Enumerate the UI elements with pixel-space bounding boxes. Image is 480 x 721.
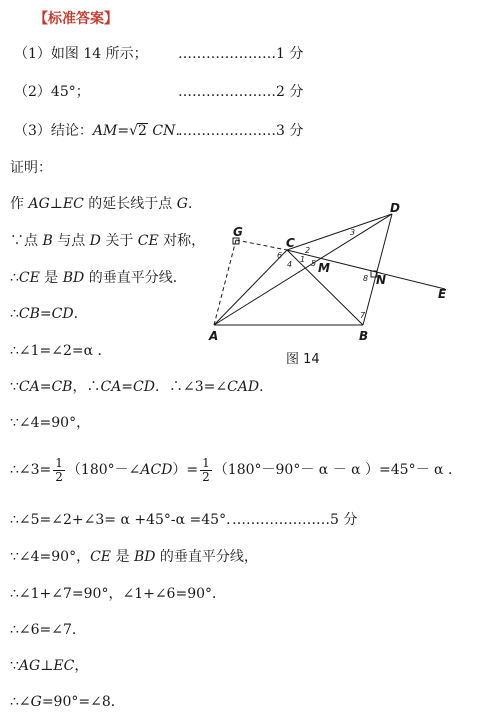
answer-3-rhs: CN． <box>147 123 190 139</box>
line-CE <box>287 250 445 289</box>
text: ∴∠3= <box>10 462 52 478</box>
answer-3 <box>14 121 189 141</box>
text: （180°－90°－ α － α ）=45°－ α ． <box>213 462 462 478</box>
text: =90°=∠8． <box>41 694 125 710</box>
numerator: 1 <box>202 455 210 470</box>
segment-GC-dashed <box>236 240 287 250</box>
label-D: D <box>390 201 400 215</box>
text: ， <box>74 658 89 674</box>
proof-step-10 <box>10 547 258 567</box>
denominator: 2 <box>202 469 210 484</box>
segment-EC: EC <box>62 196 84 212</box>
proof-step-2 <box>10 231 205 251</box>
text: ∵ <box>10 379 19 395</box>
perp-symbol: ⊥ <box>40 658 54 674</box>
text: ．∴∠3=∠ <box>154 379 228 395</box>
equation: CA=CD <box>100 379 155 395</box>
angle-label-1: 1 <box>300 255 306 264</box>
label-M: M <box>318 261 330 275</box>
proof-step-9-score-line <box>232 510 357 530</box>
answer-3-num: （3） <box>14 123 51 139</box>
dot-leader: ………………… <box>178 84 276 100</box>
proof-step-5: ∴∠1=∠2=α ． <box>10 343 112 359</box>
text: ∴ <box>10 270 19 286</box>
text: ． <box>73 306 88 322</box>
label-E: E <box>438 287 447 301</box>
answer-2-num: （2） <box>14 84 51 100</box>
text: ∴∠ <box>10 694 31 710</box>
angle-label-3: 3 <box>350 228 356 237</box>
text: 关于 <box>100 233 138 249</box>
answer-3-score: 3 分 <box>276 123 304 139</box>
dot-leader: ………………… <box>232 512 330 528</box>
text: ． <box>187 196 202 212</box>
text: 的垂直平分线． <box>84 270 187 286</box>
angle-label-2: 2 <box>305 246 311 255</box>
segment-AG: AG <box>18 658 41 674</box>
text: ∵ <box>10 658 19 674</box>
line-CE: CE <box>90 549 112 565</box>
text: ． <box>259 379 274 395</box>
fraction-half <box>53 457 65 484</box>
segment-BD: BD <box>62 270 85 286</box>
proof-step-4 <box>10 304 88 324</box>
proof-step-3 <box>10 268 187 288</box>
label-B: B <box>359 329 369 343</box>
line-CE: CE <box>137 233 159 249</box>
angle-label-8: 8 <box>363 274 369 283</box>
answer-1-score: 1 分 <box>276 46 304 62</box>
equation: CA=CB <box>18 379 73 395</box>
perp-symbol: ⊥ <box>49 196 63 212</box>
text: 是 <box>111 549 134 565</box>
text: ∵∠4=90°， <box>10 549 91 565</box>
proof-label: 证明： <box>10 160 52 176</box>
figure-caption: 图 14 <box>286 352 320 367</box>
proof-step-11: ∴∠1+∠7=90°，∠1+∠6=90°． <box>10 586 227 602</box>
answer-1 <box>14 44 148 64</box>
angle-label-4: 4 <box>287 260 293 269</box>
proof-step-14 <box>10 692 125 712</box>
dot-leader: ………………… <box>178 123 276 139</box>
label-C: C <box>286 236 295 250</box>
equation: CB=CD <box>18 306 74 322</box>
answer-3-prefix: 结论： <box>50 123 93 139</box>
angle-CAD: CAD <box>227 379 260 395</box>
text: ∴ <box>10 306 19 322</box>
dot-leader: ………………… <box>178 46 276 62</box>
geometry-figure <box>200 196 460 346</box>
label-N: N <box>376 273 387 287</box>
denominator: 2 <box>55 469 63 484</box>
segment-AC <box>214 250 287 325</box>
label-A: A <box>209 329 219 343</box>
point-G: G <box>176 196 188 212</box>
segment-BD: BD <box>133 549 156 565</box>
answer-1-text: 如图 14 所示； <box>50 46 148 62</box>
answer-3-score-line <box>178 121 303 141</box>
text: ）= <box>172 462 199 478</box>
proof-step-8 <box>10 456 462 484</box>
proof-step-1 <box>10 194 202 214</box>
answer-1-num: （1） <box>14 46 51 62</box>
proof-step-12: ∴∠6=∠7． <box>10 622 86 638</box>
segment-CD <box>287 214 392 250</box>
segment-EC: EC <box>53 658 75 674</box>
segment-AG: AG <box>28 196 50 212</box>
numerator: 1 <box>55 455 63 470</box>
angle-label-6: 6 <box>277 251 283 260</box>
proof-step-6 <box>10 377 273 397</box>
text: 与点 <box>52 233 90 249</box>
segment-AG-dashed <box>214 240 236 325</box>
answer-1-score-line <box>178 44 303 64</box>
answer-title: 【标准答案】 <box>34 11 118 27</box>
point-D: D <box>89 233 101 249</box>
answer-3-radicand: 2 <box>138 123 147 139</box>
answer-2 <box>14 82 90 102</box>
proof-step-13 <box>10 656 88 676</box>
text: 的垂直平分线， <box>155 549 258 565</box>
answer-2-text: 45°； <box>50 84 90 100</box>
angle-ACD: ACD <box>140 462 173 478</box>
fraction-half <box>200 457 212 484</box>
text: （180°－∠ <box>66 462 141 478</box>
proof-step-9: ∴∠5=∠2+∠3= α +45°-α =45°． <box>10 512 241 528</box>
text: 的延长线于点 <box>83 196 177 212</box>
text: ，∴ <box>72 379 101 395</box>
text: ∵点 <box>10 233 43 249</box>
line-CE: CE <box>18 270 40 286</box>
label-G: G <box>233 225 243 239</box>
angle-label-7: 7 <box>360 311 366 320</box>
point-B: B <box>42 233 53 249</box>
proof-step-7: ∵∠4=90°， <box>10 415 91 431</box>
answer-3-lhs: AM= <box>92 123 130 139</box>
angle-label-5: 5 <box>311 259 317 268</box>
text: 作 <box>10 196 29 212</box>
sqrt-symbol: √ <box>129 123 139 139</box>
point-G: G <box>30 694 42 710</box>
text: 对称， <box>158 233 206 249</box>
proof-step-9-score: 5 分 <box>330 512 358 528</box>
text: 是 <box>39 270 63 286</box>
answer-2-score-line <box>178 82 303 102</box>
answer-2-score: 2 分 <box>276 84 304 100</box>
